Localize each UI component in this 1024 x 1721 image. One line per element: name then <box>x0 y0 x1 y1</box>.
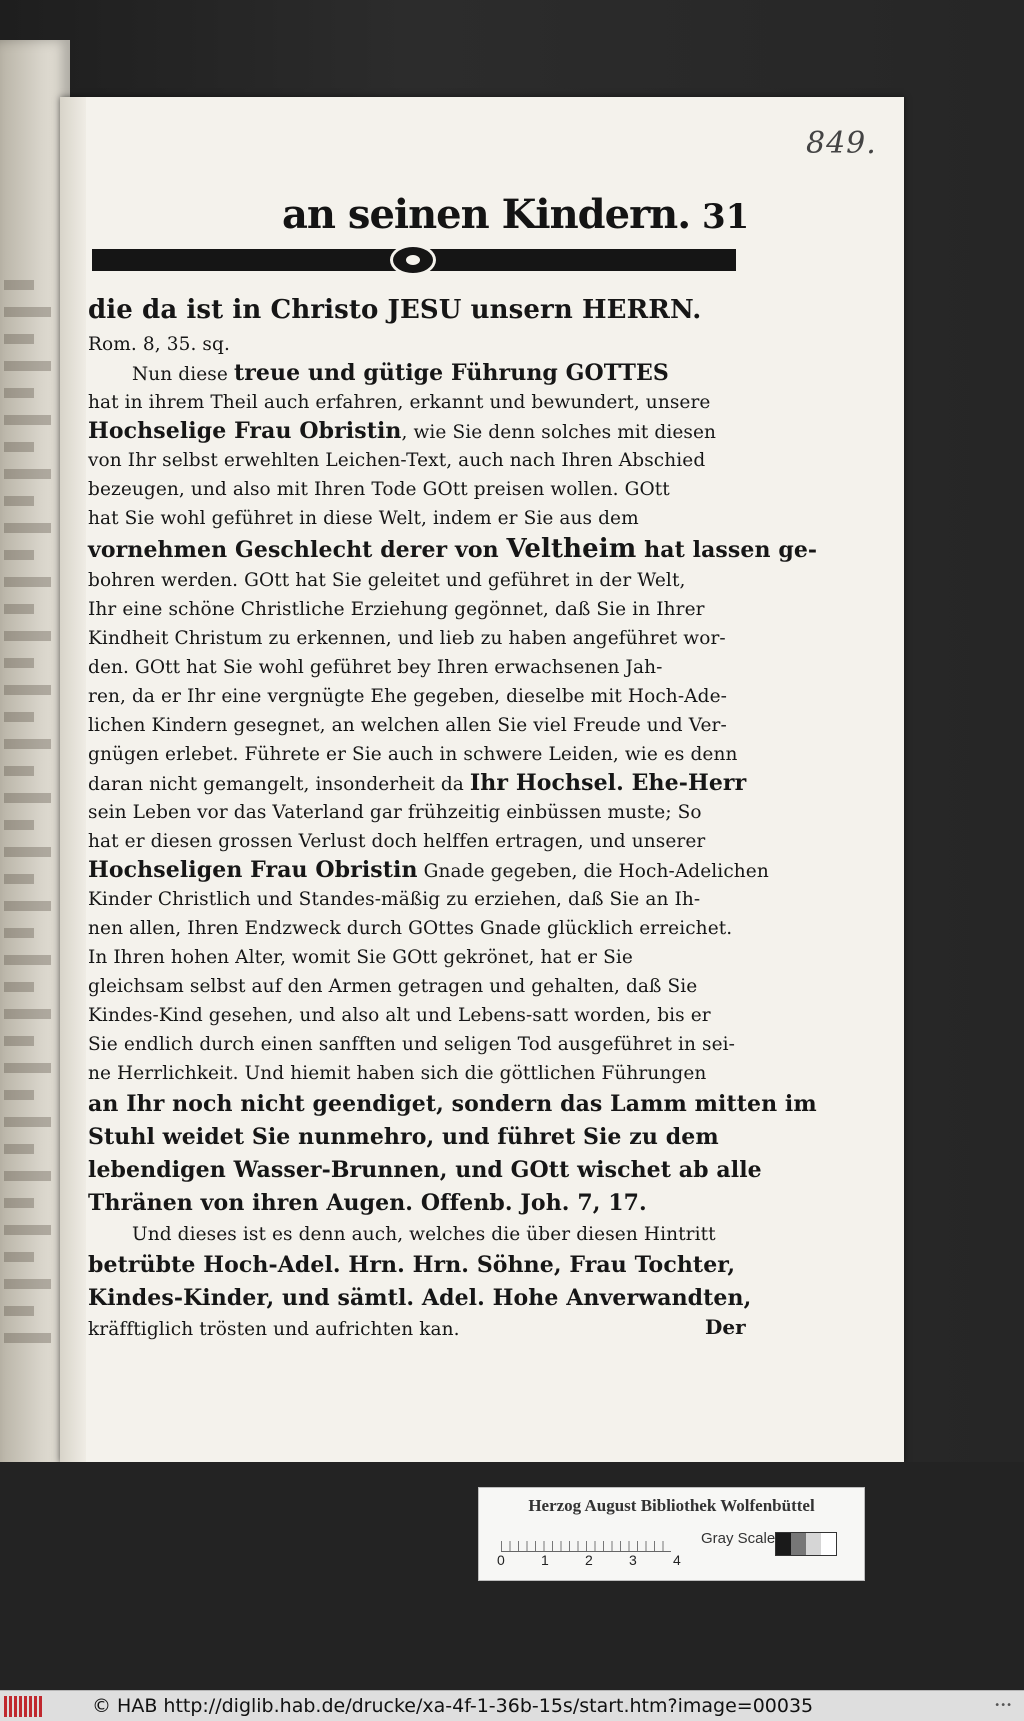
facing-page-bleed <box>4 415 51 425</box>
facing-page-bleed <box>4 1198 34 1208</box>
text-line <box>88 417 752 446</box>
text-run: treue und gütige Führung GOTTES <box>233 360 669 386</box>
facing-page-bleed <box>4 361 51 371</box>
text-run: vornehmen Geschlecht derer von <box>88 537 507 563</box>
facing-page-bleed <box>4 280 34 290</box>
text-run: lebendigen Wasser-Brunnen, und GOtt wischet ab alle <box>88 1157 762 1183</box>
text-run: Kindes-Kinder, und sämtl. Adel. Hohe Anverwandten, <box>88 1285 752 1311</box>
facing-page-bleed <box>4 604 34 614</box>
text-run: Rom. 8, 35. sq. <box>88 334 230 355</box>
facing-page-bleed <box>4 685 51 695</box>
facing-page-bleed <box>4 523 51 533</box>
page-gutter-shadow <box>60 97 86 1462</box>
facing-page-bleed <box>4 1144 34 1154</box>
scale-number: 1 <box>541 1552 549 1568</box>
text-line <box>88 1315 752 1344</box>
text-run: den. GOtt hat Sie wohl geführet bey Ihren erwachsenen Jah- <box>88 657 663 678</box>
facing-page-bleed <box>4 1117 51 1127</box>
text-run: gleichsam selbst auf den Armen getragen und gehalten, daß Sie <box>88 976 698 997</box>
text-run: bohren werden. GOtt hat Sie geleitet und geführet in der Welt, <box>88 570 686 591</box>
text-run: ren, da er Ihr eine vergnügte Ehe gegeben, dieselbe mit Hoch-Ade- <box>88 686 727 707</box>
text-line <box>88 595 752 624</box>
text-run: hat in ihrem Theil auch erfahren, erkannt und bewundert, unsere <box>88 392 711 413</box>
scale-number: 4 <box>673 1552 681 1568</box>
facing-page-bleed <box>4 712 34 722</box>
text-run: Thränen von ihren Augen. <box>88 1190 414 1216</box>
text-run: gnügen erlebet. Führete er Sie auch in schwere Leiden, wie es denn <box>88 744 738 765</box>
text-line <box>88 740 752 769</box>
text-run: Nun diese <box>132 364 234 385</box>
facing-page-bleed <box>4 442 34 452</box>
text-run: Stuhl weidet Sie nunmehro, und führet Sie zu dem <box>88 1124 719 1150</box>
text-run: Hochselige Frau Obristin <box>88 418 402 444</box>
text-line <box>88 1187 752 1220</box>
text-run: die da ist in Christo JESU unsern HERRN. <box>88 295 702 325</box>
text-run: hat Sie wohl geführet in diese Welt, indem er Sie aus dem <box>88 508 639 529</box>
text-line <box>88 1220 752 1249</box>
facing-page-bleed <box>4 1306 34 1316</box>
text-run: Kinder Christlich und Standes-mäßig zu erziehen, daß Sie an Ih- <box>88 889 701 910</box>
text-line <box>88 1030 752 1059</box>
text-run: Kindes-Kind gesehen, und also alt und Lebens-satt worden, bis er <box>88 1005 711 1026</box>
facing-page-bleed <box>4 577 51 587</box>
text-line <box>88 1059 752 1088</box>
facing-page-bleed <box>4 793 51 803</box>
text-run: von Ihr selbst erwehlten Leichen-Text, auch nach Ihren Abschied <box>88 450 706 471</box>
facing-page-bleed <box>4 1009 51 1019</box>
facing-page-bleed <box>4 307 51 317</box>
text-run: kräfftiglich trösten und aufrichten kan. <box>88 1319 460 1340</box>
facing-page-bleed <box>4 469 51 479</box>
facing-page-bleed <box>4 496 34 506</box>
page-number: 31 <box>702 197 750 237</box>
footer-url[interactable]: © HAB http://diglib.hab.de/drucke/xa-4f-1-36b-15s/start.htm?image=00035 <box>92 1695 814 1717</box>
facing-page-bleed <box>4 1333 51 1343</box>
text-line <box>88 943 752 972</box>
facing-page-bleed <box>4 334 34 344</box>
text-run: Ihr Hochsel. Ehe-Herr <box>469 770 747 796</box>
color-reference-card <box>478 1487 865 1581</box>
text-run: In Ihren hohen Alter, womit Sie GOtt gekrönet, hat er Sie <box>88 947 633 968</box>
facing-page-bleed <box>4 766 34 776</box>
running-head: an seinen Kindern. <box>282 191 691 238</box>
facing-page-bleed <box>4 388 34 398</box>
text-line <box>88 914 752 943</box>
facing-page-bleed <box>4 982 34 992</box>
facing-page-bleed <box>4 901 51 911</box>
scale-ruler-numbers <box>497 1552 687 1570</box>
text-line <box>88 1282 752 1315</box>
gray-swatch <box>776 1533 791 1555</box>
scale-number: 2 <box>585 1552 593 1568</box>
text-line <box>88 504 752 533</box>
facing-page-bleed <box>4 1279 51 1289</box>
facing-page-bleed <box>4 955 51 965</box>
body-text <box>88 290 818 1344</box>
text-run: , wie Sie denn solches mit diesen <box>401 422 717 443</box>
facing-page-bleed <box>4 928 34 938</box>
facing-page-bleed <box>4 874 34 884</box>
gray-swatch <box>791 1533 806 1555</box>
text-run: nen allen, Ihren Endzweck durch GOttes Gnade glücklich erreichet. <box>88 918 733 939</box>
text-line <box>88 653 752 682</box>
text-line <box>88 624 752 653</box>
facing-page-bleed <box>4 739 51 749</box>
facing-page-bleed <box>4 820 34 830</box>
scale-number: 3 <box>629 1552 637 1568</box>
text-line <box>88 475 752 504</box>
text-run: hat er diesen grossen Verlust doch helffen ertragen, und unserer <box>88 831 706 852</box>
gray-scale-label: Gray Scale <box>701 1530 776 1547</box>
text-line <box>88 359 752 388</box>
viewer-footer <box>0 1690 1024 1721</box>
text-run: Hochseligen Frau Obristin <box>88 857 418 883</box>
text-line <box>88 330 752 359</box>
facing-page-bleed <box>4 1036 34 1046</box>
text-run: das Lamm mitten im <box>560 1091 817 1117</box>
text-line <box>88 856 769 885</box>
text-line <box>88 566 752 595</box>
text-line <box>88 446 752 475</box>
facing-page-bleed <box>4 658 34 668</box>
gray-swatch <box>821 1533 836 1555</box>
text-line <box>88 972 752 1001</box>
text-line <box>88 1121 752 1154</box>
text-line <box>88 798 752 827</box>
library-name: Herzog August Bibliothek Wolfenbüttel <box>528 1496 815 1515</box>
text-run: betrübte Hoch-Adel. Hrn. Hrn. Söhne, Frau Tochter, <box>88 1252 736 1278</box>
text-run: an Ihr noch nicht geendiget, sondern <box>88 1091 561 1117</box>
text-line <box>88 1154 762 1187</box>
text-line <box>88 1088 817 1121</box>
facing-page-bleed <box>4 631 51 641</box>
text-line <box>88 1249 752 1282</box>
facing-page-bleed <box>4 550 34 560</box>
text-run: ne Herrlichkeit. Und hiemit haben sich die göttlichen Führungen <box>88 1063 707 1084</box>
scale-ruler <box>501 1529 671 1552</box>
text-run: daran nicht gemangelt, insonderheit da <box>88 774 470 795</box>
facing-page-bleed <box>4 1252 34 1262</box>
text-run: sein Leben vor das Vaterland gar frühzeitig einbüssen muste; So <box>88 802 702 823</box>
hab-logo-icon <box>4 1696 44 1717</box>
text-line <box>88 827 752 856</box>
text-line <box>88 1001 752 1030</box>
text-line <box>88 885 752 914</box>
facing-page-bleed <box>4 1171 51 1181</box>
text-run: Veltheim <box>506 534 637 564</box>
facing-page-bleed <box>4 1225 51 1235</box>
facing-page-bleed <box>4 1090 34 1100</box>
gray-swatches <box>775 1532 837 1556</box>
text-run: hat lassen ge- <box>636 537 818 563</box>
facing-page-bleed <box>4 847 51 857</box>
text-run: Offenb. Joh. 7, 17. <box>413 1190 647 1216</box>
text-run: Gnade gegeben, die Hoch-Adelichen <box>417 861 769 882</box>
text-run: Sie endlich durch einen sanfften und seligen Tod ausgeführet in sei- <box>88 1034 736 1055</box>
handwritten-folio-number: 849. <box>806 126 877 161</box>
text-run: bezeugen, und also mit Ihren Tode GOtt preisen wollen. GOtt <box>88 479 670 500</box>
text-line <box>88 682 752 711</box>
text-line <box>88 388 752 417</box>
catchword: Der <box>705 1315 746 1339</box>
text-line <box>88 290 752 330</box>
more-icon[interactable]: ••• <box>994 1700 1012 1711</box>
text-line <box>88 769 752 798</box>
text-run: lichen Kindern gesegnet, an welchen allen Sie viel Freude und Ver- <box>88 715 727 736</box>
text-run: Kindheit Christum zu erkennen, und lieb zu haben angeführet wor- <box>88 628 726 649</box>
text-line <box>88 533 818 566</box>
scale-number: 0 <box>497 1552 505 1568</box>
text-run: Und dieses ist es denn auch, welches die über diesen Hintritt <box>132 1224 716 1245</box>
text-line <box>88 711 752 740</box>
gray-swatch <box>806 1533 821 1555</box>
facing-page-bleed <box>4 1063 51 1073</box>
text-run: Ihr eine schöne Christliche Erziehung gegönnet, daß Sie in Ihrer <box>88 599 705 620</box>
skull-ornament-icon <box>390 244 436 276</box>
